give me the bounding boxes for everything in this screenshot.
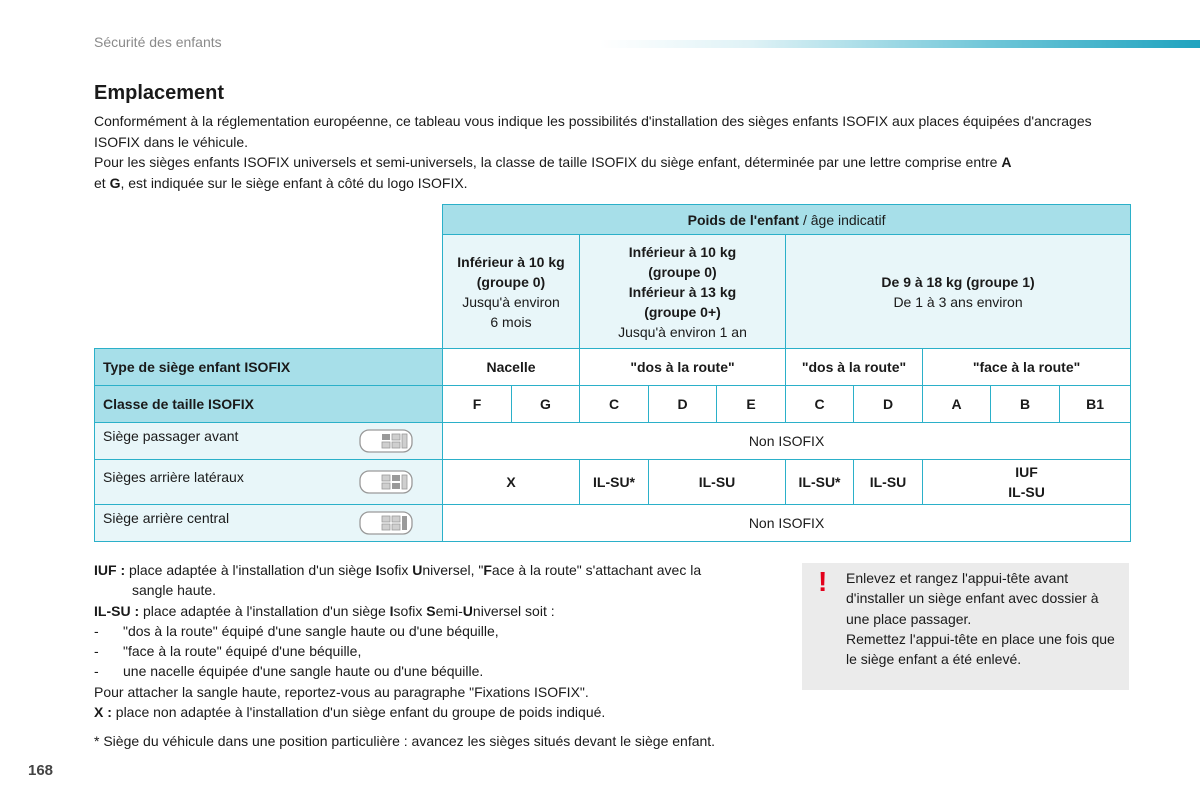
- value-line: IL-SU: [1008, 484, 1045, 500]
- legend-letter: U: [412, 562, 423, 578]
- table-corner: [95, 205, 443, 235]
- legend-text: niversel, ": [422, 562, 484, 578]
- warning-text-1: Enlevez et rangez l'appui-tête avant d'installer un siège enfant avec dossier à une place passager.: [846, 570, 1099, 627]
- seat-center-value: Non ISOFIX: [443, 505, 1131, 542]
- legend-term: IL-SU :: [94, 602, 140, 619]
- class-cell: D: [649, 386, 717, 423]
- legend-text: place adaptée à l'installation d'un siège: [125, 562, 376, 578]
- legend-item-text: "dos à la route" équipé d'une sangle haute ou d'une béquille,: [123, 622, 499, 639]
- section-title: Sécurité des enfants: [94, 34, 222, 50]
- rear-side-value: IL-SU*: [580, 460, 649, 505]
- class-cell: E: [717, 386, 786, 423]
- legend-text: place adaptée à l'installation d'un siège: [139, 602, 390, 619]
- weight-header-bold: Poids de l'enfant: [687, 211, 800, 228]
- legend: [94, 560, 784, 722]
- class-cell: B: [991, 386, 1060, 423]
- legend-text: sofix: [393, 602, 427, 619]
- seat-row-front-passenger: [95, 423, 443, 460]
- group-line: Jusqu'à environ: [462, 293, 560, 310]
- group-line: De 1 à 3 ans environ: [893, 293, 1023, 310]
- header-gradient-bar: [600, 40, 1200, 48]
- rear-side-value: IL-SU: [649, 460, 786, 505]
- footnote: * Siège du véhicule dans une position particulière : avancez les sièges situés devant le siège enfant.: [94, 733, 716, 749]
- legend-term: IUF :: [94, 562, 126, 578]
- rear-side-value: X: [443, 460, 580, 505]
- intro-text: [94, 111, 1134, 193]
- type-nacelle: Nacelle: [443, 349, 580, 386]
- warning-icon: !: [818, 566, 828, 597]
- group-line: Jusqu'à environ 1 an: [618, 323, 747, 340]
- legend-letter: U: [462, 602, 473, 619]
- legend-item-text: "face à la route" équipé d'une béquille,: [123, 643, 362, 660]
- class-cell: B1: [1060, 386, 1131, 423]
- value-line: IUF: [1015, 464, 1038, 480]
- car-rear-center-icon: [358, 510, 414, 536]
- warning-text: [846, 568, 1121, 669]
- class-cell: G: [512, 386, 580, 423]
- letter-a: A: [1001, 154, 1012, 170]
- group-line: Inférieur à 10 kg: [628, 243, 737, 260]
- legend-text: niversel soit :: [472, 602, 555, 619]
- dash: -: [94, 663, 99, 680]
- warning-text-2: Remettez l'appui-tête en place une fois que le siège enfant a été enlevé.: [846, 630, 1115, 668]
- legend-text: ace à la route" s'attachant avec la: [491, 562, 702, 578]
- page-number: 168: [28, 762, 54, 779]
- group-line: De 9 à 18 kg (groupe 1): [881, 273, 1035, 290]
- intro-text-part: , est indiquée sur le siège enfant à côté du logo ISOFIX.: [120, 174, 468, 191]
- group-cell-1: [580, 235, 786, 349]
- intro-paragraph-1: Conformément à la réglementation européenne, ce tableau vous indique les possibilités d'installation des sièges enfants ISOFIX aux places équipées d'ancrages ISOFIX dans le véhicule.: [94, 113, 1092, 150]
- legend-item: [94, 661, 784, 681]
- group-line: (groupe 0): [648, 263, 717, 280]
- rear-side-value: IL-SU*: [786, 460, 854, 505]
- isofix-table: [94, 204, 1131, 542]
- class-cell: C: [580, 386, 649, 423]
- legend-iuf-cont: sangle haute.: [132, 582, 217, 599]
- legend-text: sofix: [379, 562, 413, 578]
- group-cell-0: [443, 235, 580, 349]
- legend-letter: I: [389, 602, 394, 619]
- intro-text-part: et: [94, 174, 110, 191]
- rear-side-value: IL-SU: [854, 460, 923, 505]
- page-title: Emplacement: [94, 82, 225, 104]
- car-front-passenger-icon: [358, 428, 414, 454]
- group-line: (groupe 0+): [644, 303, 721, 320]
- seat-label: Siège passager avant: [103, 428, 239, 444]
- class-label: Classe de taille ISOFIX: [95, 386, 443, 423]
- legend-text: emi-: [435, 602, 463, 619]
- intro-text-part: Pour les sièges enfants ISOFIX universels et semi-universels, la classe de taille ISOFIX du siège enfant, déterminée par une lettre comprise entre: [94, 154, 1002, 170]
- group-cell-2: [786, 235, 1131, 349]
- table-corner: [95, 235, 443, 349]
- seat-label: Siège arrière central: [103, 510, 230, 526]
- legend-item-text: une nacelle équipée d'une sangle haute ou d'une béquille.: [123, 663, 484, 680]
- group-line: Inférieur à 10 kg: [457, 253, 565, 270]
- seat-label: Sièges arrière latéraux: [103, 469, 244, 485]
- type-rear-facing: "dos à la route": [580, 349, 786, 386]
- dash: -: [94, 622, 99, 639]
- type-label: Type de siège enfant ISOFIX: [95, 349, 443, 386]
- group-line: 6 mois: [490, 313, 532, 330]
- legend-item: [94, 621, 784, 641]
- type-forward-facing: "face à la route": [923, 349, 1131, 386]
- intro-paragraph-2: [94, 152, 1134, 193]
- legend-x: [94, 702, 784, 722]
- group-line: Inférieur à 13 kg: [628, 283, 737, 300]
- letter-g: G: [109, 174, 121, 191]
- seat-row-rear-side: [95, 460, 443, 505]
- weight-header-rest: / âge indicatif: [799, 211, 886, 228]
- legend-ilsu: [94, 601, 784, 621]
- group-line: (groupe 0): [476, 273, 546, 290]
- legend-letter: S: [426, 602, 436, 619]
- rear-side-value-iuf: [923, 460, 1131, 505]
- class-cell: D: [854, 386, 923, 423]
- dash: -: [94, 643, 99, 660]
- legend-letter: I: [375, 562, 380, 578]
- warning-box: [802, 563, 1129, 690]
- legend-term: X :: [94, 704, 112, 721]
- type-rear-facing: "dos à la route": [786, 349, 923, 386]
- car-rear-side-icon: [358, 469, 414, 495]
- class-cell: F: [443, 386, 512, 423]
- legend-text: place non adaptée à l'installation d'un siège enfant du groupe de poids indiqué.: [111, 704, 606, 721]
- legend-item: [94, 641, 784, 661]
- class-cell: C: [786, 386, 854, 423]
- legend-attach: Pour attacher la sangle haute, reportez-vous au paragraphe "Fixations ISOFIX".: [94, 683, 589, 700]
- weight-header: [443, 205, 1131, 235]
- seat-front-value: Non ISOFIX: [443, 423, 1131, 460]
- legend-iuf: [94, 560, 784, 580]
- seat-row-rear-center: [95, 505, 443, 542]
- class-cell: A: [923, 386, 991, 423]
- legend-letter: F: [483, 562, 492, 578]
